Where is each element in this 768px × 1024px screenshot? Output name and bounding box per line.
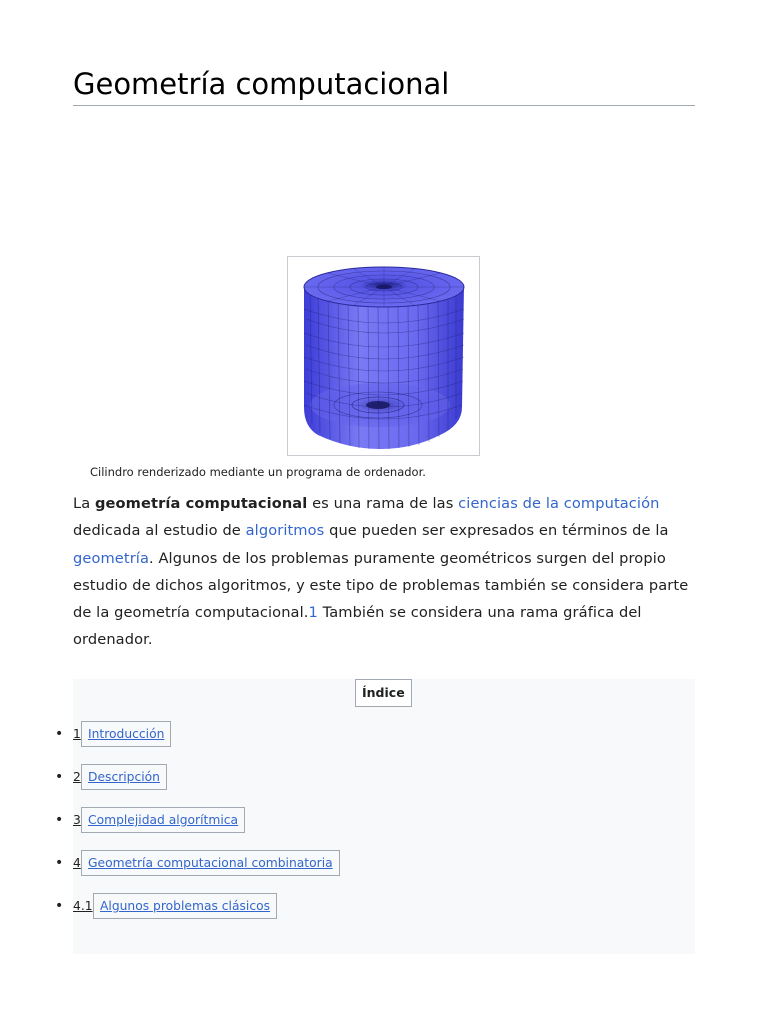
- para-bold-term: geometría computacional: [95, 495, 308, 512]
- figure-caption: Cilindro renderizado mediante un programa de ordenador.: [90, 465, 426, 479]
- link-algoritmos[interactable]: algoritmos: [245, 522, 325, 540]
- toc-item-number[interactable]: 4: [73, 856, 81, 870]
- toc-link-problemas-clasicos[interactable]: Algunos problemas clásicos: [93, 893, 277, 919]
- bullet-icon: •: [55, 812, 64, 828]
- bullet-icon: •: [55, 855, 64, 871]
- toc-item[interactable]: [0, 807, 768, 833]
- para-text: es una rama de las: [307, 495, 459, 512]
- reference-link[interactable]: 1: [308, 604, 318, 622]
- cylinder-image: [288, 257, 481, 457]
- bullet-icon: •: [55, 726, 64, 742]
- page-title: Geometría computacional: [73, 62, 695, 106]
- cylinder-figure[interactable]: [287, 256, 480, 456]
- para-text: dedicada al estudio de: [73, 522, 246, 540]
- toc-item[interactable]: [0, 893, 768, 919]
- toc-item-number[interactable]: 1: [73, 727, 81, 741]
- link-geometria[interactable]: geometría: [73, 549, 149, 567]
- toc-link-complejidad[interactable]: Complejidad algorítmica: [81, 807, 245, 833]
- para-text: La: [73, 495, 96, 512]
- bullet-icon: •: [55, 898, 64, 914]
- para-text: También se considera una rama gráfica del ordenador.: [73, 604, 642, 649]
- toc-link-combinatoria[interactable]: Geometría computacional combinatoria: [81, 850, 340, 876]
- toc-item-number[interactable]: 2: [73, 770, 81, 784]
- toc-link-introduccion[interactable]: Introducción: [81, 721, 171, 747]
- toc-item-number[interactable]: 4.1: [73, 899, 93, 913]
- para-text: . Algunos de los problemas puramente geométricos surgen del propio estudio de dichos algoritmos, y este tipo de problemas también se considera parte de la geometría computacional.: [73, 549, 689, 622]
- toc-item[interactable]: [0, 764, 768, 790]
- link-ciencias-computacion[interactable]: ciencias de la computación: [458, 495, 660, 512]
- toc-item[interactable]: [0, 850, 768, 876]
- bullet-icon: •: [55, 769, 64, 785]
- toc-title: Índice: [355, 679, 412, 707]
- toc-item-number[interactable]: 3: [73, 813, 81, 827]
- intro-paragraph: [73, 490, 695, 654]
- toc-link-descripcion[interactable]: Descripción: [81, 764, 167, 790]
- para-text: que pueden ser expresados en términos de la: [324, 522, 669, 540]
- toc-item[interactable]: [0, 721, 768, 747]
